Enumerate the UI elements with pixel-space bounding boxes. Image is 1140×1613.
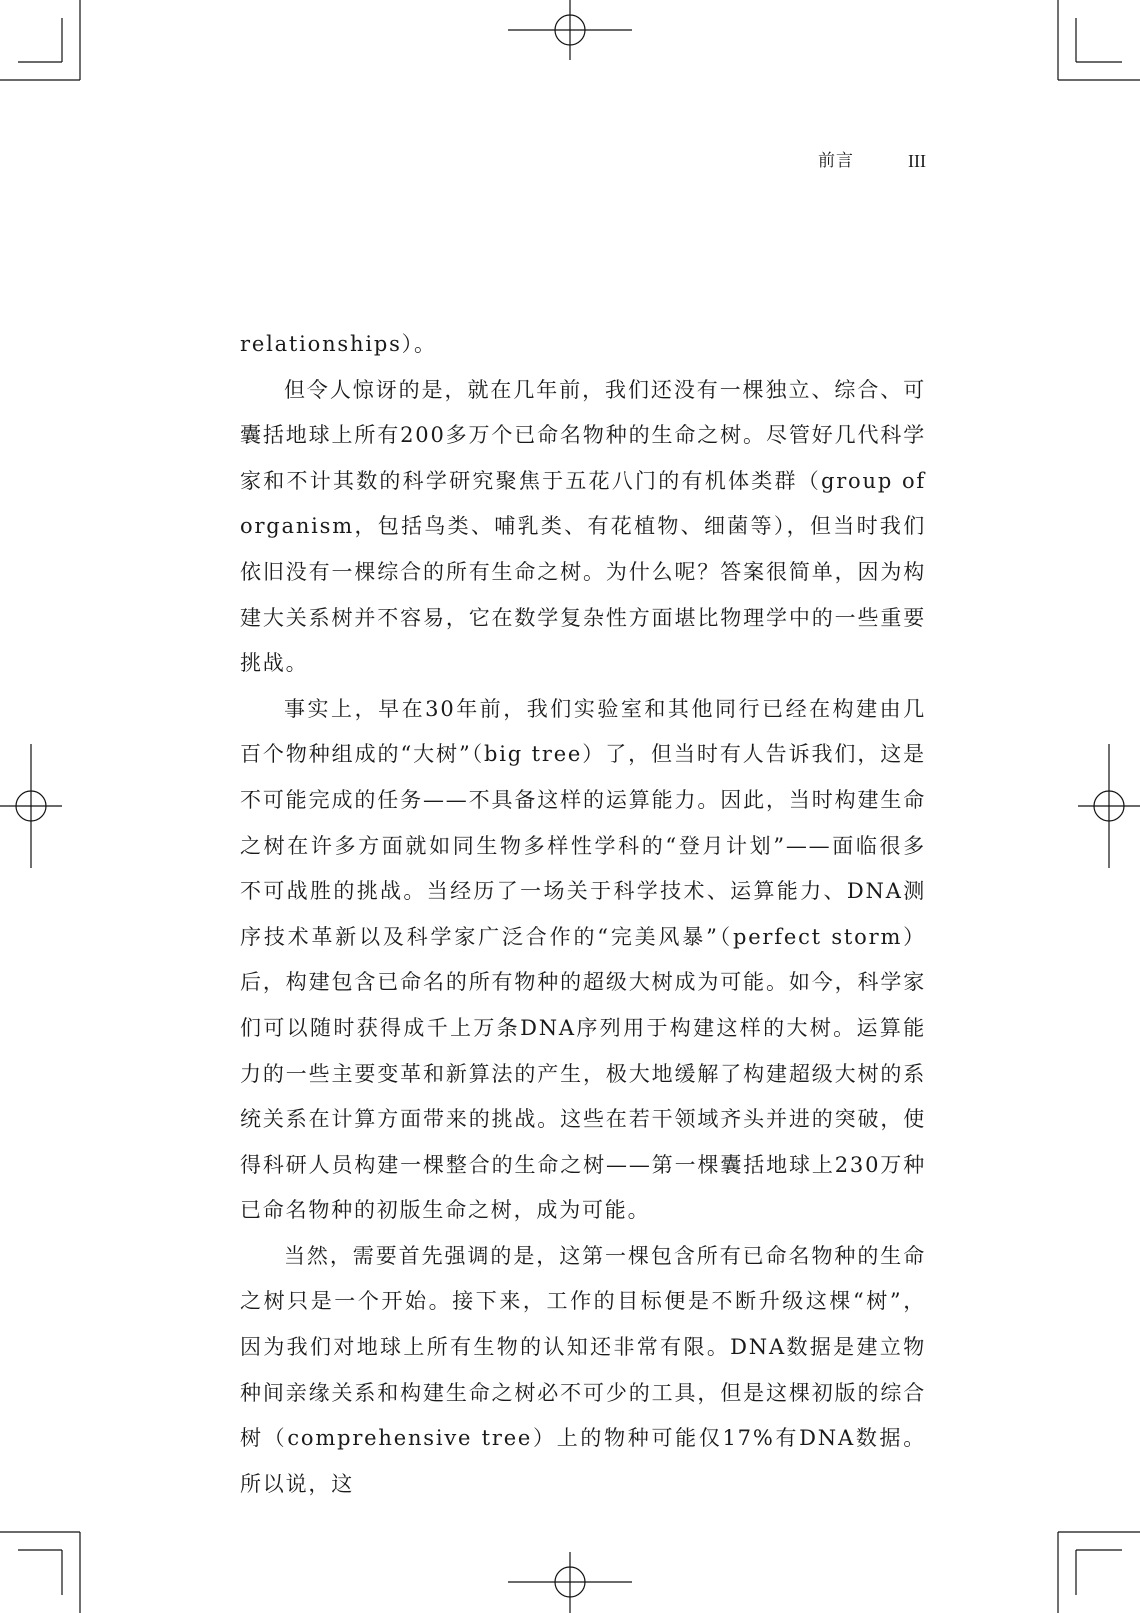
registration-mark-right xyxy=(1078,744,1140,868)
running-header xyxy=(240,146,926,176)
paragraph: 但令人惊讶的是，就在几年前，我们还没有一棵独立、综合、可囊括地球上所有200多万个已命名物种的生命之树。尽管好几代科学家和不计其数的科学研究聚焦于五花八门的有机体类群（group of organism，包括鸟类、哺乳类、有花植物、细菌等），但当时我们依旧没有一棵综合的所有生命之树。为什么呢？答案很简单，因为构建大关系树并不容易，它在数学复杂性方面堪比物理学中的一些重要挑战。 xyxy=(240,377,926,676)
crop-mark-top-right xyxy=(1058,0,1140,80)
running-header-section: 前言 xyxy=(818,151,854,171)
registration-mark-left xyxy=(0,744,62,868)
paragraph: 事实上，早在30年前，我们实验室和其他同行已经在构建由几百个物种组成的“大树”（big tree）了，但当时有人告诉我们，这是不可能完成的任务——不具备这样的运算能力。因此，当时构建生命之树在许多方面就如同生物多样性学科的“登月计划”——面临很多不可战胜的挑战。当经历了一场关于科学技术、运算能力、DNA测序技术革新以及科学家广泛合作的“完美风暴”（perfect storm）后，构建包含已命名的所有物种的超级大树成为可能。如今，科学家们可以随时获得成千上万条DNA序列用于构建这样的大树。运算能力的一些主要变革和新算法的产生，极大地缓解了构建超级大树的系统关系在计算方面带来的挑战。这些在若干领域齐头并进的突破，使得科研人员构建一棵整合的生命之树——第一棵囊括地球上230万种已命名物种的初版生命之树，成为可能。 xyxy=(240,696,926,1223)
crop-mark-bottom-right xyxy=(1058,1532,1140,1613)
page-number: III xyxy=(908,151,926,171)
registration-mark-top xyxy=(508,0,632,60)
body-text xyxy=(240,322,926,1507)
crop-mark-bottom-left xyxy=(0,1532,80,1613)
registration-mark-bottom xyxy=(508,1552,632,1613)
crop-mark-top-left xyxy=(0,0,80,80)
paragraph: 当然，需要首先强调的是，这第一棵包含所有已命名物种的生命之树只是一个开始。接下来，工作的目标便是不断升级这棵“树”，因为我们对地球上所有生物的认知还非常有限。DNA数据是建立物种间亲缘关系和构建生命之树必不可少的工具，但是这棵初版的综合树（comprehensive tree）上的物种可能仅17%有DNA数据。所以说，这 xyxy=(240,1243,926,1496)
paragraph-continued: relationships）。 xyxy=(240,332,437,356)
